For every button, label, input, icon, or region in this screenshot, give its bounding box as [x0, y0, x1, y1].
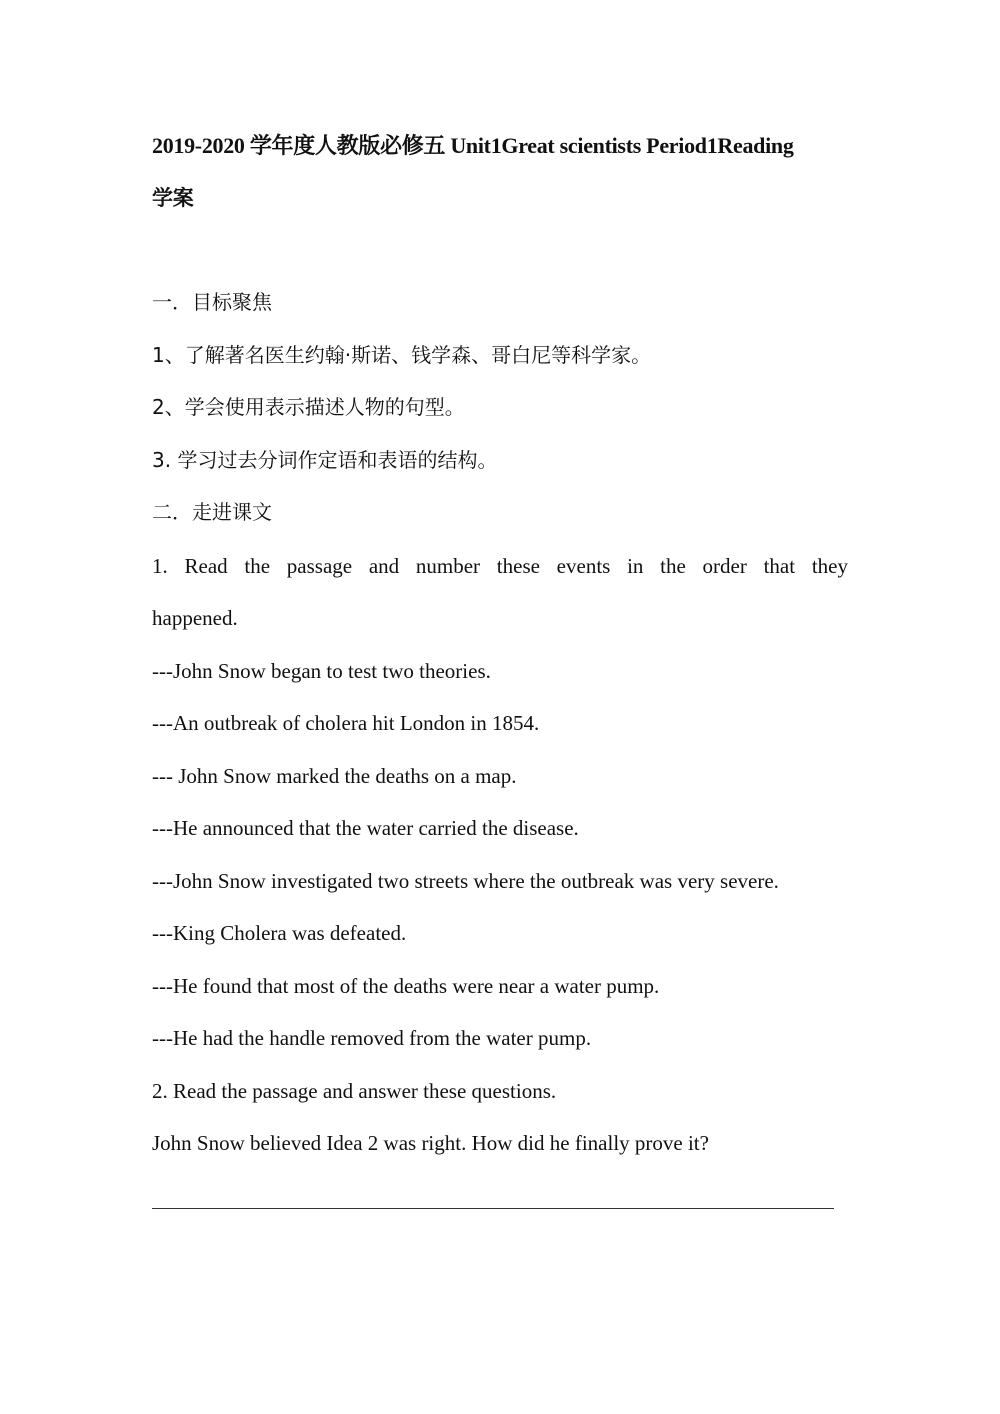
event-item: ---He announced that the water carried the disease.: [152, 816, 579, 840]
event-item: ---An outbreak of cholera hit London in 1854.: [152, 711, 540, 735]
event-item: ---King Cholera was defeated.: [152, 921, 407, 945]
document-title-line-1: 2019-2020 学年度人教版必修五 Unit1Great scientists Period1Reading: [152, 133, 794, 158]
answer-blank-line: [152, 1208, 834, 1209]
task2-question: John Snow believed Idea 2 was right. How did he finally prove it?: [152, 1131, 709, 1155]
event-item: ---John Snow began to test two theories.: [152, 659, 491, 683]
event-item: ---He found that most of the deaths were near a water pump.: [152, 974, 660, 998]
section-heading-goals: 一．目标聚焦: [152, 290, 272, 314]
goal-item-2: 2、学会使用表示描述人物的句型。: [152, 395, 465, 419]
document-title-line-2: 学案: [152, 186, 194, 210]
section-heading-text: 二．走进课文: [152, 500, 272, 524]
task1-instruction-line-1: 1. Read the passage and number these events in the order that they: [152, 554, 848, 578]
task2-instruction: 2. Read the passage and answer these questions.: [152, 1079, 557, 1103]
task1-instruction-line-2: happened.: [152, 606, 238, 630]
goal-item-1: 1、了解著名医生约翰·斯诺、钱学森、哥白尼等科学家。: [152, 343, 652, 367]
event-item: --- John Snow marked the deaths on a map.: [152, 764, 517, 788]
goal-item-3: 3. 学习过去分词作定语和表语的结构。: [152, 448, 498, 472]
event-item: ---John Snow investigated two streets where the outbreak was very severe.: [152, 869, 779, 893]
event-item: ---He had the handle removed from the water pump.: [152, 1026, 592, 1050]
